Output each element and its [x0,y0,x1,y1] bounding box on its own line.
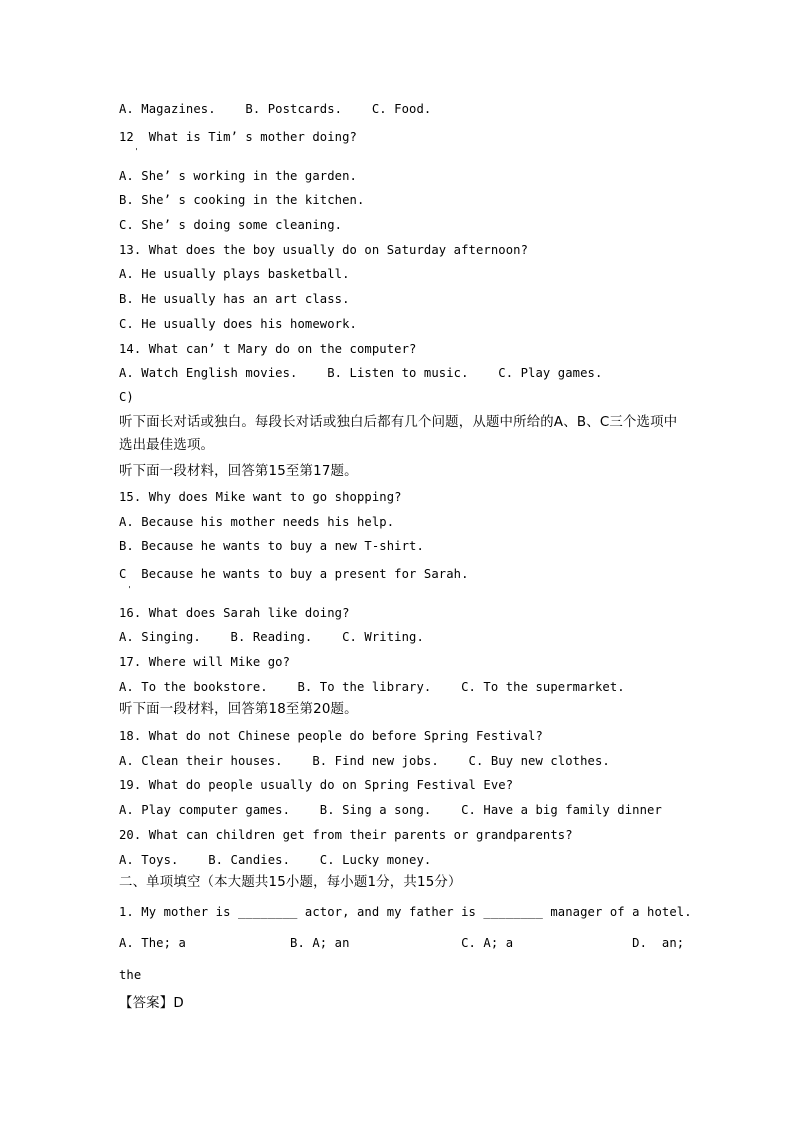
fill-question-1: 1. My mother is ________ actor, and my father is ________ manager of a hotel. [119,905,692,919]
section-two-heading: 二、单项填空（本大题共15小题，每小题1分，共15分） [119,875,462,890]
question-20: 20. What can children get from their parents or grandparents? [119,828,573,842]
question-18-options: A. Clean their houses. B. Find new jobs. C. Buy new clothes. [119,754,610,768]
question-18: 18. What do not Chinese people do before Spring Festival? [119,729,543,743]
question-12-option-b: B. She’ s cooking in the kitchen. [119,193,365,207]
question-13-option-c: C. He usually does his homework. [119,317,357,331]
question-12-option-c: C. She’ s doing some cleaning. [119,218,343,232]
question-14: 14. What can’ t Mary do on the computer? [119,342,417,356]
question-20-options: A. Toys. B. Candies. C. Lucky money. [119,853,432,867]
question-13: 13. What does the boy usually do on Saturday afternoon? [119,243,529,257]
tick-mark: ' [127,585,132,594]
tick-mark: ' [134,147,139,156]
fill-question-1-options-continued: the [119,968,142,982]
question-15-option-c: C Because he wants to buy a present for Sarah. [119,567,469,581]
question-16: 16. What does Sarah like doing? [119,606,350,620]
question-19-options: A. Play computer games. B. Sing a song. C. Have a big family dinner [119,803,662,817]
question-16-options: A. Singing. B. Reading. C. Writing. [119,630,424,644]
question-13-option-b: B. He usually has an art class. [119,292,350,306]
question-13-option-a: A. He usually plays basketball. [119,267,350,281]
question-11-options: A. Magazines. B. Postcards. C. Food. [119,102,432,116]
question-14-options: A. Watch English movies. B. Listen to music. C. Play games. [119,366,603,380]
question-15-option-a: A. Because his mother needs his help. [119,515,395,529]
question-15-option-b: B. Because he wants to buy a new T-shirt. [119,539,424,553]
answer-line: 【答案】D [119,996,184,1011]
fill-question-1-options: A. The; a B. A; an C. A; a D. an; [119,936,685,950]
question-12-option-a: A. She’ s working in the garden. [119,169,357,183]
section-c-instructions: 听下面长对话或独白。每段长对话或独白后都有几个问题，从题中所给的A、B、C三个选项中选出最佳选项。 [119,415,678,453]
material-15-17-heading: 听下面一段材料，回答第15至第17题。 [119,464,358,479]
material-18-20-heading: 听下面一段材料，回答第18至第20题。 [119,702,358,717]
question-17: 17. Where will Mike go? [119,655,291,669]
section-c-label: C) [119,390,134,404]
question-15: 15. Why does Mike want to go shopping? [119,490,402,504]
question-19: 19. What do people usually do on Spring Festival Eve? [119,778,514,792]
question-17-options: A. To the bookstore. B. To the library. C. To the supermarket. [119,680,625,694]
question-12: 12 What is Tim’ s mother doing? [119,130,357,144]
